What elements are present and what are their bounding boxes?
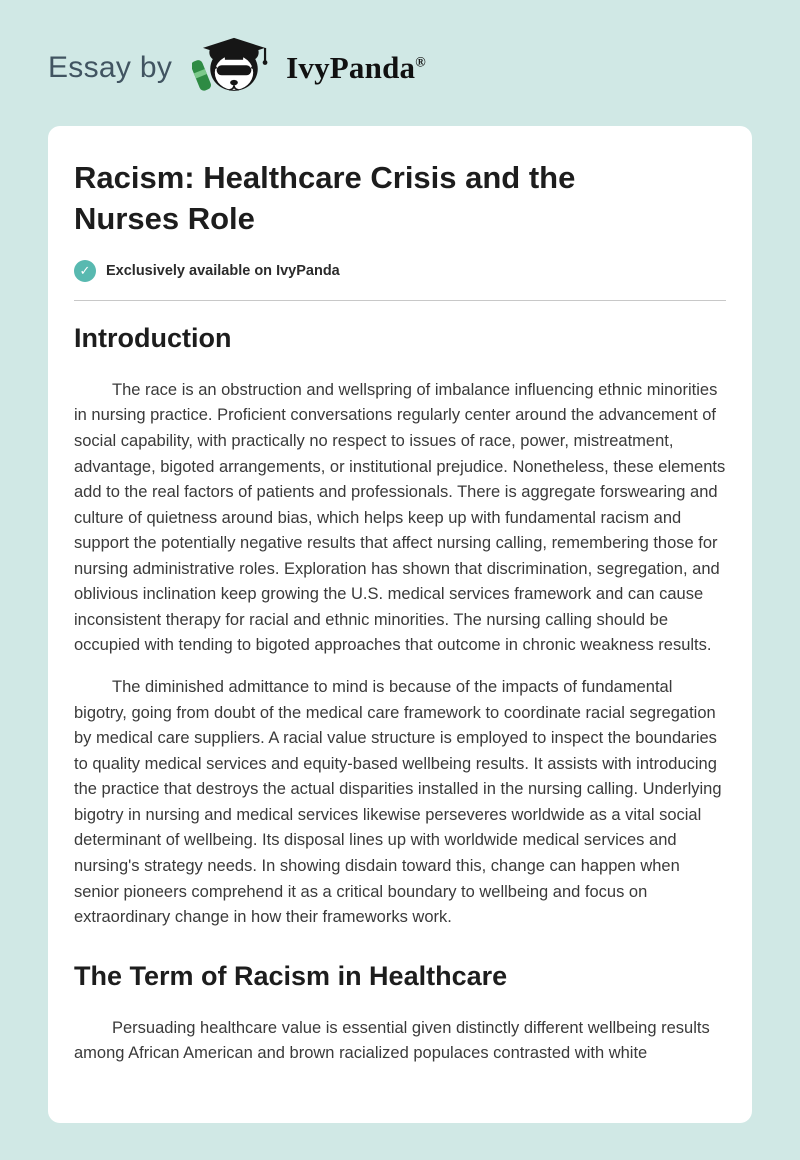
ivypanda-logo-link[interactable] [192,36,426,100]
site-header [0,0,800,126]
essay-title: Racism: Healthcare Crisis and the Nurses Role [74,160,576,236]
availability-text: Exclusively available on IvyPanda [106,262,340,279]
section-heading-term-of-racism: The Term of Racism in Healthcare [74,960,508,991]
checkmark-icon: ✓ [74,260,96,282]
paragraph: The diminished admittance to mind is because of the impacts of fundamental bigotry, going from doubt of the medical care framework to coordinate racial segregation by medical care suppliers. A racial value structure is employed to inspect the boundaries to quality medical services and equity-based wellbeing results. It assists with introducing the practice that destroys the actual disparities installed in the nursing calling. Underlying bigotry in nursing and medical services likewise perseveres worldwide as a vital social determinant of wellbeing. Its disposal lines up with worldwide medical services and nursing's strategy needs. In showing disdain toward this, change can happen when senior pioneers comprehend it as a critical boundary to wellbeing and focus on extraordinary change in how their frameworks work. [74,678,722,927]
panda-graduate-icon [192,36,276,100]
section-heading-introduction: Introduction [74,322,232,353]
brand-name [286,50,426,86]
registered-mark: ® [415,55,426,71]
brand-text: IvyPanda [286,50,416,85]
availability-badge [74,260,726,282]
divider [74,300,726,301]
header-prefix: Essay by [48,51,173,84]
paragraph: The race is an obstruction and wellspring of imbalance influencing ethnic minorities in nursing practice. Proficient conversations regularly center around the advancement of social capability, with practically no respect to issues of race, power, mistreatment, advantage, bigoted arrangements, or institutional prejudice. Nonetheless, these elements add to the real factors of patients and professionals. There is aggregate forswearing and culture of quietness around bias, which helps keep up with fundamental racism and support the potentially negative results that affect nursing calling, remembering those for nursing administrative roles. Exploration has shown that discrimination, segregation, and oblivious inclination keep growing the U.S. medical services framework and can cause inconsistent therapy for racial and ethnic minorities. The nursing calling should be occupied with tending to bigoted approaches that outcome in chronic weakness results. [74,380,726,655]
essay-card [48,126,752,1123]
paragraph: Persuading healthcare value is essential given distinctly different wellbeing results among African American and brown racialized populaces contrasted with white [74,1018,710,1063]
